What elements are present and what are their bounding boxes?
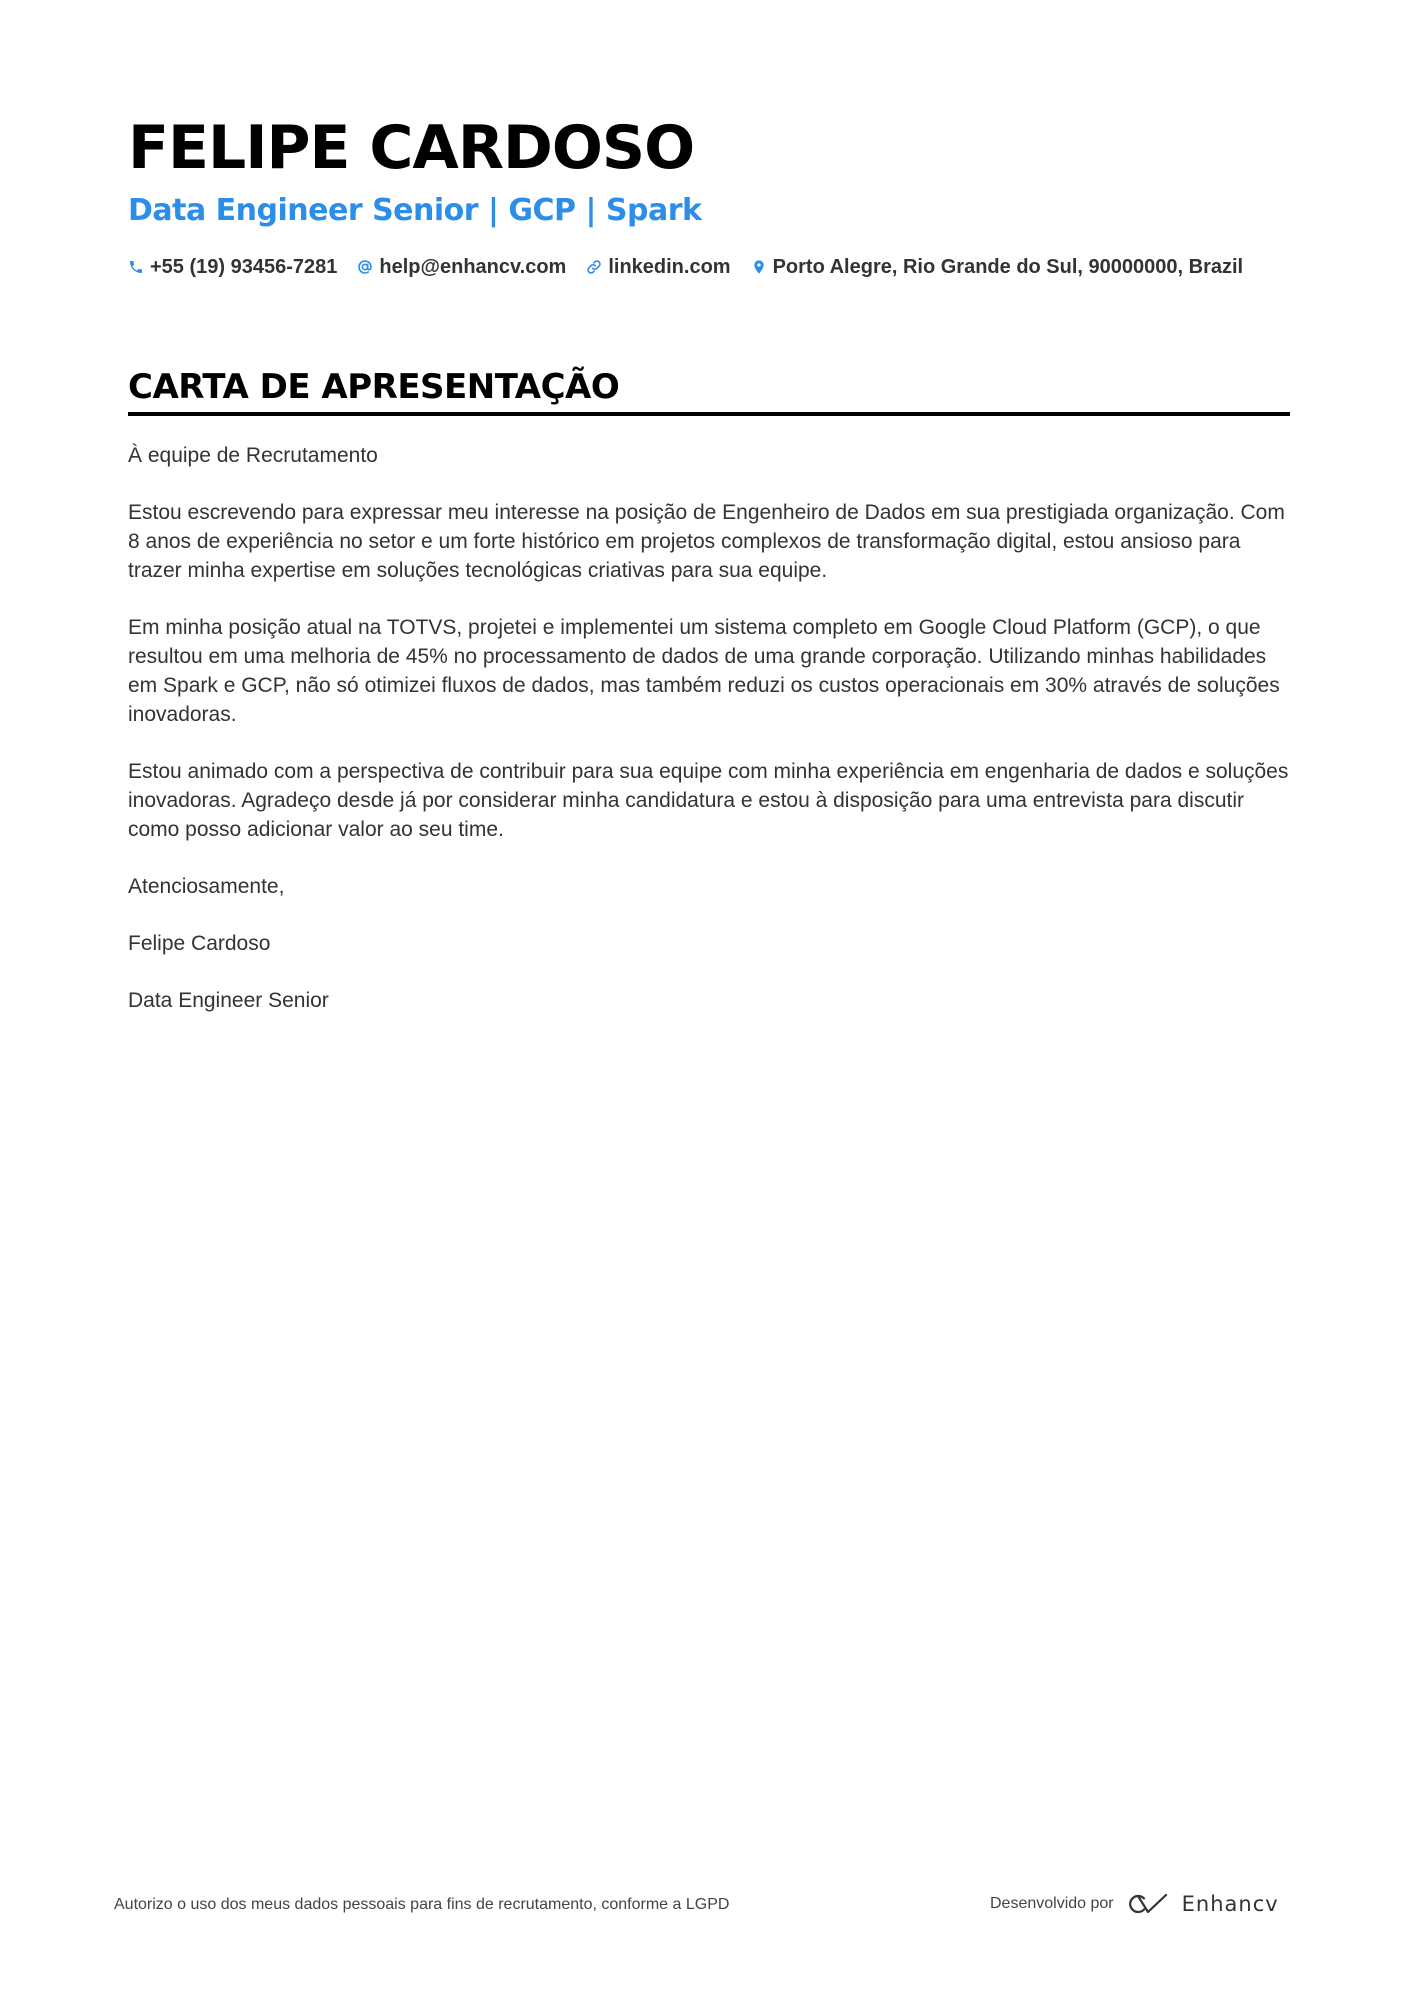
enhancv-logo-icon: [1126, 1892, 1172, 1916]
at-icon: [357, 259, 373, 275]
brand-logo[interactable]: [1126, 1892, 1279, 1916]
contact-email[interactable]: [357, 256, 566, 279]
candidate-headline: Data Engineer Senior | GCP | Spark: [128, 193, 702, 228]
letter-paragraph-3: Estou animado com a perspectiva de contribuir para sua equipe com minha experiência em engenharia de dados e soluções inovadoras. Agradeço desde já por considerar minha candidatura e estou à disposição para uma entrevista para discutir como posso adicionar valor ao seu time.: [128, 760, 1289, 841]
powered-by-label: Desenvolvido por: [990, 1895, 1114, 1912]
location-pin-icon: [751, 258, 767, 276]
letter-closing: Atenciosamente,: [128, 875, 285, 898]
contact-location: [751, 256, 1244, 279]
contact-phone-text: +55 (19) 93456-7281: [150, 255, 338, 278]
letter-paragraph-2: Em minha posição atual na TOTVS, projetei e implementei um sistema completo em Google Cloud Platform (GCP), o que resultou em uma melhoria de 45% no processamento de dados de uma grande corporação. Utilizando minhas habilidades em Spark e GCP, não só otimizei fluxos de dados, mas também reduzi os custos operacionais em 30% através de soluções inovadoras.: [128, 616, 1280, 726]
contact-linkedin[interactable]: [586, 256, 730, 279]
footer-powered-by[interactable]: [990, 1889, 1279, 1919]
candidate-name: FELIPE CARDOSO: [128, 113, 695, 183]
contact-info-row: [128, 252, 1243, 282]
section-heading-text: CARTA DE APRESENTAÇÃO: [128, 367, 620, 407]
brand-name: Enhancv: [1181, 1892, 1279, 1916]
phone-icon: [128, 259, 144, 275]
contact-linkedin-text[interactable]: linkedin.com: [608, 255, 731, 278]
section-heading: [128, 366, 1290, 416]
letter-paragraph-1: Estou escrevendo para expressar meu interesse na posição de Engenheiro de Dados em sua prestigiada organização. Com 8 anos de experiência no setor e um forte histórico em projetos complexos de transformação digital, estou ansioso para trazer minha expertise em soluções tecnológicas criativas para sua equipe.: [128, 501, 1285, 582]
contact-location-text: Porto Alegre, Rio Grande do Sul, 90000000, Brazil: [772, 255, 1244, 278]
contact-phone: [128, 256, 337, 279]
contact-email-text[interactable]: help@enhancv.com: [379, 255, 567, 278]
letter-signature-title: Data Engineer Senior: [128, 989, 329, 1012]
letter-body: [128, 441, 1290, 1043]
footer-consent-note: Autorizo o uso dos meus dados pessoais para fins de recrutamento, conforme a LGPD: [114, 1896, 730, 1913]
letter-salutation: À equipe de Recrutamento: [128, 444, 378, 467]
link-icon: [586, 259, 602, 275]
letter-signature-name: Felipe Cardoso: [128, 932, 271, 955]
